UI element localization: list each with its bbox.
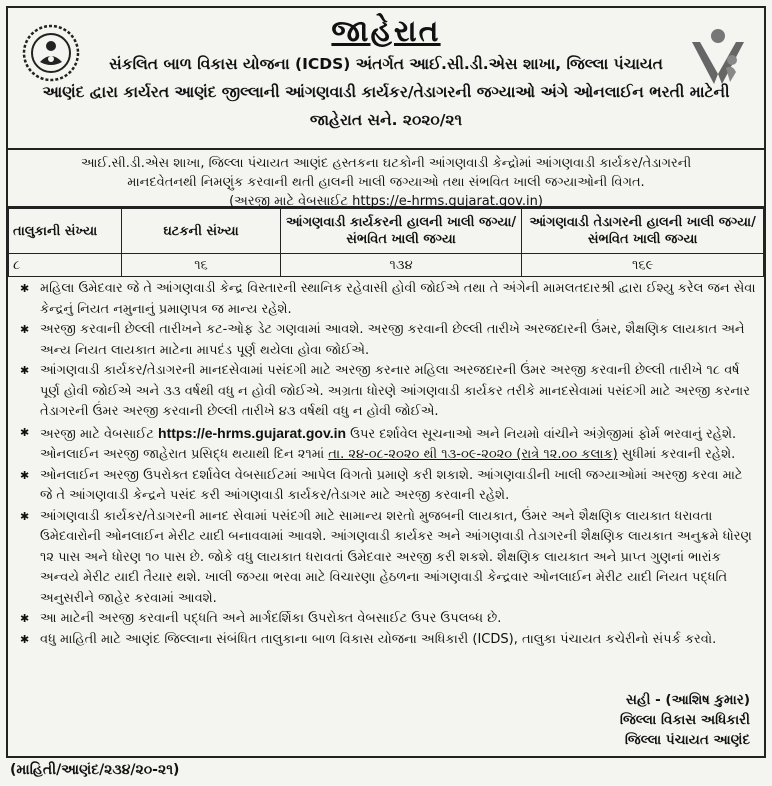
- header-worker-vacancy: આંગણવાડી કાર્યકરની હાલની ખાલી જગ્યા/સંભવિત ખાલી જગ્યા: [280, 209, 522, 254]
- icds-logo-icon: [688, 26, 748, 94]
- cell-unit-count: ૧૬: [122, 254, 281, 277]
- bullet-star-icon: ✱: [20, 323, 30, 336]
- signature-block: [620, 690, 750, 750]
- application-dates: તા. ૨૪-૦૮-૨૦૨૦ થી ૧૩-૦૯-૨૦૨૦ (રાત્રે ૧૨.૦૦ કલાક): [328, 447, 618, 462]
- bullet-star-icon: ✱: [20, 509, 30, 523]
- bullet-star-icon: ✱: [20, 282, 30, 295]
- notice-title: જાહેરાત: [331, 14, 441, 49]
- signatory-office: જિલ્લા પંચાયત આણંદ: [624, 732, 750, 748]
- notice-frame: [6, 6, 766, 758]
- vacancy-table: [8, 208, 764, 277]
- bullet-star-icon: ✱: [20, 364, 30, 377]
- list-item: ✱ અરજી માટે વેબસાઈટ https://e-hrms.gujarat.gov.in ઉપર દર્શાવેલ સૂચનાઓ અને નિયમો વાંચીને અંગ્રેજીમાં ફોર્મ ભરવાનું રહેશે. ઓનલાઈન અરજી જાહેરાત પ્રસિદ્ધ થયાથી દિન ૨૧માં તા. ૨૪-૦૮-૨૦૨૦ થી ૧૩-૦૯-૨૦૨૦ (રાત્રે ૧૨.૦૦ કલાક) સુધીમાં કરવાની રહેશે.: [20, 424, 737, 462]
- list-item: ✱ વધુ માહિતી માટે આણંદ જિલ્લાના સંબંધિત તાલુકાના બાળ વિકાસ યોજના અધિકારી (ICDS), તાલુકા પંચાયત કચેરીનો સંપર્ક કરવો.: [16, 630, 756, 651]
- intro-line-2: માનદવેતનથી નિમણુંક કરવાની થતી હાલની ખાલી જગ્યાઓ તથા સંભવિત ખાલી જગ્યાઓની વિગત.: [127, 175, 645, 190]
- signatory-name: સહી - (આશિષ કુમાર): [626, 692, 750, 708]
- header-line-2: આણંદ દ્વારા કાર્યરત આણંદ જીલ્લાની આંગણવાડી કાર્યકર/તેડાગરની જગ્યાઓ અંગે ઓનલાઈન ભરતી માટેની: [42, 83, 730, 101]
- cell-helper-vacancy: ૧૬૯: [522, 254, 764, 277]
- signatory-designation: જિલ્લા વિકાસ અધિકારી: [619, 712, 750, 728]
- icds-emblem-icon: [20, 22, 82, 84]
- list-item: ✱ આંગણવાડી કાર્યકર/તેડાગરની માનદસેવામાં પસંદગી માટે અરજી કરનાર મહિલા અરજદારની ઉંમર અરજી કરવાની છેલ્લી તારીખે ૧૮ વર્ષ પૂર્ણ હોવી જોઈએ અને ૩૩ વર્ષથી વધુ ન હોવી જોઈએ. અગ્રતા ધોરણે આંગણવાડી કાર્યકર તરીકે માનદસેવામાં પસંદગી માટે અરજી કરનાર તેડાગરની ઉંમર અરજી કરવાની છેલ્લી તારીખે ૪૩ વર્ષથી વધુ ન હોવી જોઈએ.: [20, 363, 750, 419]
- notice-header: [8, 14, 764, 150]
- header-line-3: જાહેરાત સને. ૨૦૨૦/૨૧: [309, 111, 463, 129]
- header-helper-vacancy: આંગણવાડી તેડાગરની હાલની ખાલી જગ્યા/સંભવિત ખાલી જગ્યા: [522, 209, 764, 254]
- header-unit-count: ઘટકની સંખ્યા: [122, 209, 281, 254]
- conditions-list: [8, 277, 764, 650]
- list-item: ✱ મહિલા ઉમેદવાર જે તે આંગણવાડી કેન્દ્ર વિસ્તારની સ્થાનિક રહેવાસી હોવી જોઈએ તથા તે અંગેની મામલતદારશ્રી દ્વારા ઈશ્યુ કરેલ જન સેવા કેન્દ્રનું નિયત નમુનાનું પ્રમાણપત્ર જ માન્ય રહેશે.: [20, 281, 756, 317]
- list-item: ✱ ઓનલાઈન અરજી ઉપરોક્ત દર્શાવેલ વેબસાઈટમાં આપેલ વિગતો પ્રમાણે કરી શકાશે. આંગણવાડીની ખાલી જગ્યાઓમાં અરજી કરવા માટે જે તે આંગણવાડી કેન્દ્રને પસંદ કરી આંગણવાડી કાર્યકર/તેડાગર માટે અરજી કરવાની રહેશે.: [20, 467, 743, 503]
- table-row: [9, 254, 764, 277]
- reference-number: (માહિતી/આણંદ/૨૩૪/૨૦-૨૧): [10, 762, 180, 778]
- bullet-star-icon: ✱: [20, 425, 30, 439]
- intro-line-3: (અરજી માટે વેબસાઈટ https://e-hrms.gujarat.gov.in): [229, 194, 543, 209]
- list-item: ✱ અરજી કરવાની છેલ્લી તારીખને કટ-ઓફ ડેટ ગણવામાં આવશે. અરજી કરવાની છેલ્લી તારીખે અરજદારની ઉંમર, શૈક્ષણિક લાયકાત અને અન્ય નિયત લાયકાત માટેના માપદંડ પૂર્ણ થયેલા હોવા જોઈએ.: [20, 322, 745, 358]
- cell-worker-vacancy: ૧૩૪: [280, 254, 522, 277]
- list-item: ✱ આ માટેની અરજી કરવાની પદ્ધતિ અને માર્ગદર્શિકા ઉપરોક્ત વેબસાઈટ ઉપર ઉપલબ્ધ છે.: [16, 609, 756, 630]
- website-link[interactable]: https://e-hrms.gujarat.gov.in: [158, 424, 347, 441]
- cell-taluka-count: ૮: [9, 254, 122, 277]
- intro-line-1: આઈ.સી.ડી.એસ શાખા, જિલ્લા પંચાયત આણંદ હસ્તકના ઘટકોની આંગણવાડી કેન્દ્રોમાં આંગણવાડી કાર્યકર/તેડાગરની: [80, 156, 692, 171]
- bullet-star-icon: ✱: [20, 612, 30, 625]
- header-line-1: સંકલિત બાળ વિકાસ યોજના (ICDS) અંતર્ગત આઈ.સી.ડી.એસ શાખા, જિલ્લા પંચાયત: [109, 55, 663, 73]
- intro-paragraph: [8, 150, 764, 208]
- table-header-row: [9, 209, 764, 254]
- bullet-star-icon: ✱: [20, 632, 30, 646]
- header-taluka-count: તાલુકાની સંખ્યા: [9, 209, 122, 254]
- list-item: ✱ આંગણવાડી કાર્યકર/તેડાગરની માનદ સેવામાં પસંદગી માટે સામાન્ય શરતો મુજબની લાયકાત, ઉંમર અને શૈક્ષણિક લાયકાત ધરાવતા ઉમેદવારોની ઓનલાઈન મેરીટ યાદી બનાવવામાં આવશે. આંગણવાડી કાર્યકર અને આંગણવાડી તેડાગરની શૈક્ષણિક લાયકાત અનુક્રમે ધોરણ ૧૨ પાસ અને ધોરણ ૧૦ પાસ છે. જોકે વધુ લાયકાત ધરાવતાં ઉમેદવાર અરજી કરી શકશે. શૈક્ષણિક લાયકાત અને પ્રાપ્ત ગુણનાં ભારાંક અન્વયે મેરીટ યાદી તૈયાર થશે. ખાલી જગ્યા ભરવા માટે વિચારણા હેઠળના આંગણવાડી કેન્દ્રવાર ઓનલાઈન મેરીટ યાદી નિયત પદ્ધતિ અનુસરીને જાહેર કરવામાં આવશે.: [20, 508, 752, 606]
- bullet-star-icon: ✱: [20, 468, 30, 482]
